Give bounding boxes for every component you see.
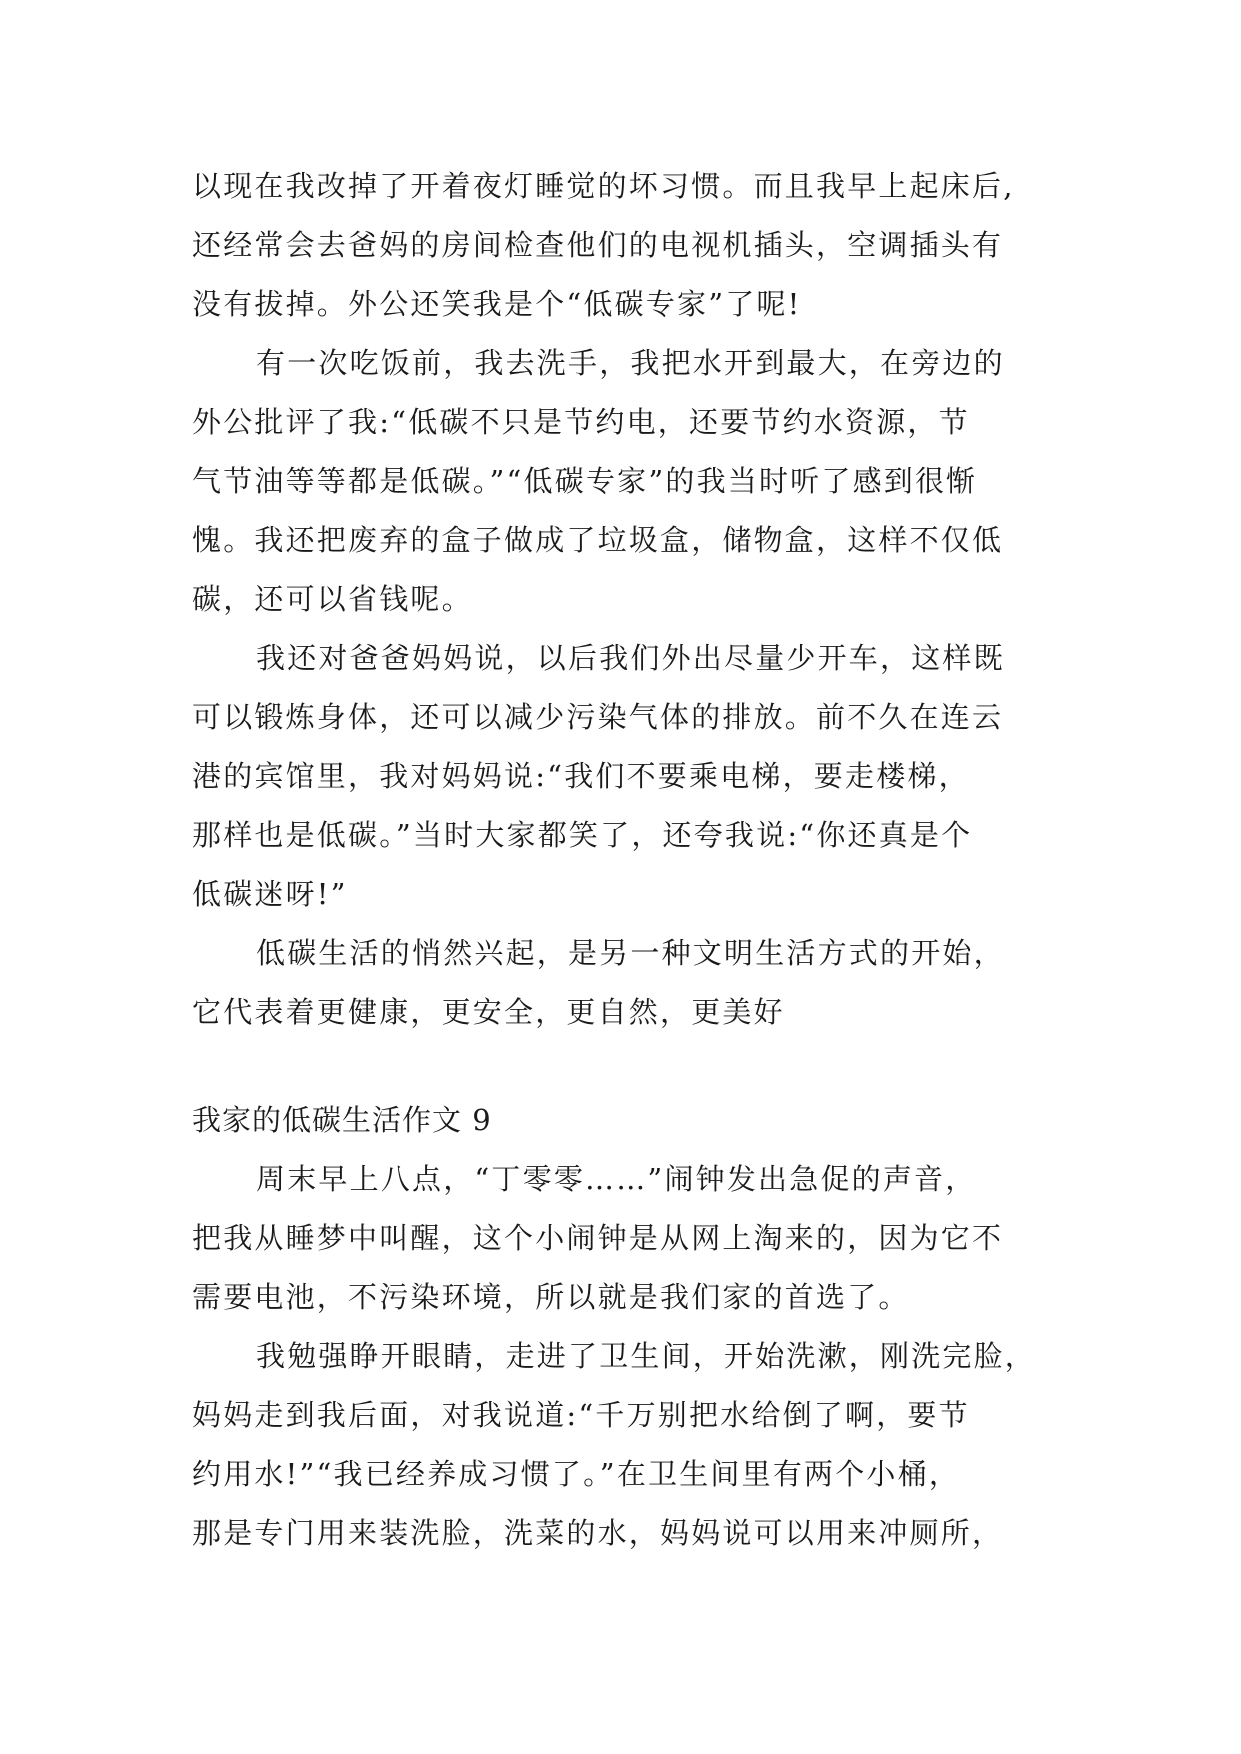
paragraph-line: 那样也是低碳。”当时大家都笑了，还夸我说:“你还真是个 [192, 818, 973, 852]
paragraph-line: 碳，还可以省钱呢。 [192, 582, 473, 616]
paragraph-line: 没有拔掉。外公还笑我是个“低碳专家”了呢! [192, 287, 802, 321]
paragraph-line: 气节油等等都是低碳。”“低碳专家”的我当时听了感到很惭 [192, 464, 978, 498]
paragraph-line: 我还对爸爸妈妈说，以后我们外出尽量少开车，这样既 [256, 641, 1005, 675]
paragraph-line: 还经常会去爸妈的房间检查他们的电视机插头，空调插头有 [192, 228, 1004, 262]
paragraph-line: 把我从睡梦中叫醒，这个小闹钟是从网上淘来的，因为它不 [192, 1221, 1004, 1255]
paragraph-line: 需要电池，不污染环境，所以就是我们家的首选了。 [192, 1280, 910, 1314]
paragraph-line: 低碳迷呀!” [192, 877, 348, 911]
paragraph-line: 港的宾馆里，我对妈妈说:“我们不要乘电梯，要走楼梯， [192, 759, 970, 793]
article-heading: 我家的低碳生活作文 9 [192, 1103, 492, 1137]
paragraph-line: 那是专门用来装洗脸，洗菜的水，妈妈说可以用来冲厕所， [192, 1516, 1004, 1550]
paragraph-line: 愧。我还把废弃的盒子做成了垃圾盒，储物盒，这样不仅低 [192, 523, 1004, 557]
paragraph-line: 低碳生活的悄然兴起，是另一种文明生活方式的开始， [256, 936, 1005, 970]
paragraph-line: 可以锻炼身体，还可以减少污染气体的排放。前不久在连云 [192, 700, 1004, 734]
paragraph-line: 它代表着更健康，更安全，更自然，更美好 [192, 995, 785, 1029]
paragraph-line: 以现在我改掉了开着夜灯睡觉的坏习惯。而且我早上起床后, [192, 169, 1015, 203]
paragraph-line: 我勉强睁开眼睛，走进了卫生间，开始洗漱，刚洗完脸， [256, 1339, 1037, 1373]
paragraph-line: 约用水!”“我已经养成习惯了。”在卫生间里有两个小桶， [192, 1457, 961, 1491]
paragraph-line: 妈妈走到我后面，对我说道:“千万别把水给倒了啊，要节 [192, 1398, 970, 1432]
paragraph-line: 外公批评了我:“低碳不只是节约电，还要节约水资源，节 [192, 405, 970, 439]
paragraph-line: 周末早上八点，“丁零零……”闹钟发出急促的声音， [256, 1162, 977, 1196]
paragraph-line: 有一次吃饭前，我去洗手，我把水开到最大，在旁边的 [256, 346, 1005, 380]
